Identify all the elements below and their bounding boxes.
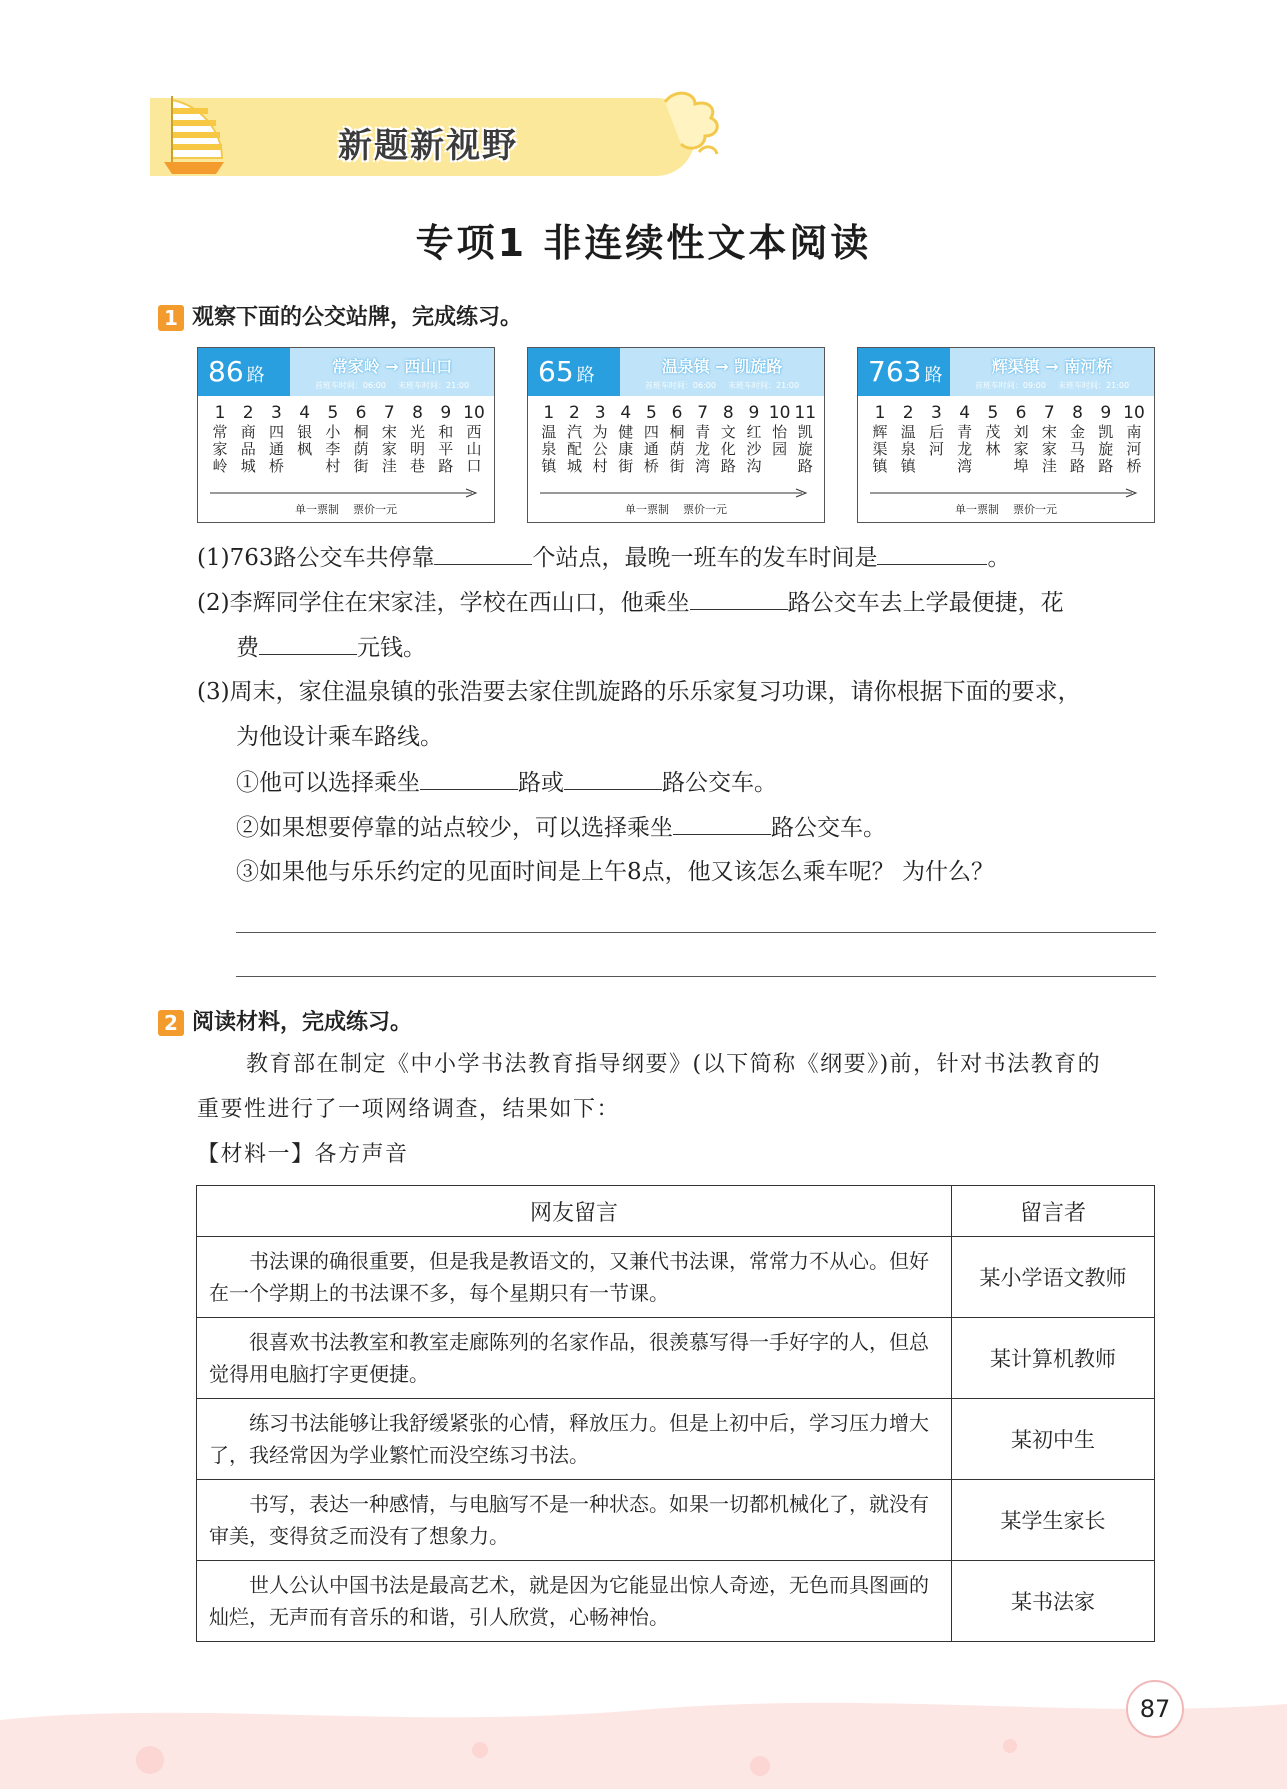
stop-name: 为公村 [592,423,608,475]
fare-info: 单一票制 票价一元 [955,503,1057,516]
stop-name: 银 枫 [297,423,313,458]
stop [587,402,613,475]
answer-blank[interactable] [420,767,518,790]
sub-question-3-1 [236,767,777,798]
stop-number: 9 [440,403,452,423]
stop-number: 4 [620,403,632,423]
commenter-cell: 某书法家 [952,1561,1155,1642]
answer-blank[interactable] [690,587,788,610]
stop [460,402,488,475]
answer-blank[interactable] [259,632,357,655]
last-bus-time: 末班车时间：21:00 [728,381,800,390]
stop-number: 7 [383,403,395,423]
text: 。 [987,545,1011,571]
stop [767,402,793,475]
answer-blank[interactable] [434,542,532,565]
table-row [197,1237,1155,1318]
commenter-cell: 某学生家长 [952,1480,1155,1561]
stop-name: 桐荫街 [669,423,685,475]
stop-number: 8 [1072,403,1083,423]
text: 个站点，最晚一班车的发车时间是 [532,545,878,571]
text: 路或 [518,770,564,796]
material-label: 【材料一】各方声音 [197,1142,409,1167]
stop-number: 11 [794,403,817,423]
intro-paragraph-line-1: 教育部在制定《中小学书法教育指导纲要》(以下简称《纲要》)前，针对书法教育的 [246,1052,1102,1077]
stop-name: 金马路 [1070,423,1086,475]
stop-list [866,402,1148,475]
stop [1064,402,1092,475]
stop-name: 青龙湾 [695,423,711,475]
stop-number: 9 [748,403,760,423]
last-bus-time: 末班车时间：21:00 [398,381,470,390]
comment-cell: 很喜欢书法教室和教室走廊陈列的名家作品，很羡慕写得一手好字的人，但总觉得用电脑打字更便捷。 [197,1318,952,1399]
intro-paragraph-line-2: 重要性进行了一项网络调查，结果如下： [197,1097,621,1122]
stop-name: 怡 园 [772,423,788,458]
first-bus-time: 首班车时间：06:00 [644,381,716,390]
text: (2)李辉同学住在宋家洼，学校在西山口，他乘坐 [197,590,690,616]
stop [664,402,690,475]
sub-question-3-3: ③如果他与乐乐约定的见面时间是上午8点，他又该怎么乘车呢？ 为什么？ [236,859,994,885]
route-direction: 温泉镇 → 凯旋路 [661,357,783,376]
text: 费 [236,635,259,661]
stop [1007,402,1035,475]
route-lu: 路 [576,365,595,386]
stop-name: 光明巷 [410,423,426,475]
bus-times [620,380,824,391]
stop-name: 南河桥 [1126,423,1142,475]
stop-name: 凯旋路 [797,423,813,475]
question-heading-text: 观察下面的公交站牌，完成练习。 [192,305,523,330]
route-num: 65 [538,355,574,388]
stop-number: 3 [931,403,942,423]
text: (1)763路公交车共停靠 [197,545,435,571]
stop-number: 6 [355,403,367,423]
stop [432,402,460,475]
sub-question-2-cont [236,632,426,663]
table-row [197,1318,1155,1399]
cloud-icon [655,82,725,162]
stop-name: 四通桥 [268,423,284,475]
text: 元钱。 [357,635,426,661]
commenter-cell: 某小学语文教师 [952,1237,1155,1318]
stop [1092,402,1120,475]
stop [1120,402,1148,475]
stop-name: 小李村 [325,423,341,475]
footer-wave-decoration [0,1690,1287,1789]
sub-question-3-2 [236,812,886,843]
stop-number: 5 [327,403,339,423]
arrow-right-icon [540,488,808,498]
text: ②如果想要停靠的站点较少，可以选择乘坐 [236,815,673,841]
stop-name: 宋家洼 [1041,423,1057,475]
bus-sign-65 [527,347,825,523]
arrow-right-icon [870,488,1138,498]
first-bus-time: 首班车时间：06:00 [314,381,386,390]
sub-question-3-cont: 为他设计乘车路线。 [236,724,443,750]
stop-name: 凯旋路 [1098,423,1114,475]
stop-name: 红沙沟 [746,423,762,475]
stop-name: 刘家埠 [1013,423,1029,475]
stop-number: 10 [1123,403,1145,423]
sub-question-3: (3)周末，家住温泉镇的张浩要去家住凯旋路的乐乐家复习功课，请你根据下面的要求， [197,679,1081,705]
route-num: 763 [868,355,922,388]
stop [922,402,950,475]
stop-number: 8 [412,403,423,423]
stop [375,402,403,475]
commenter-cell: 某计算机教师 [952,1318,1155,1399]
sub-question-1 [197,542,1010,573]
stop-name: 文化路 [720,423,736,475]
stop [206,402,234,475]
stop-number: 4 [299,403,311,423]
table-header-row [197,1186,1155,1237]
text: ①他可以选择乘坐 [236,770,420,796]
stop-number: 7 [697,403,709,423]
answer-blank[interactable] [564,767,662,790]
question-1-heading [158,300,522,331]
sailboat-icon [158,92,230,174]
stop-number: 8 [722,403,734,423]
stop-name: 后 河 [928,423,944,458]
stop-name: 桐荫街 [353,423,369,475]
stop-name: 商品城 [240,423,256,475]
arrow-right-icon [210,488,478,498]
stop-name: 健康街 [618,423,634,475]
stop-number: 5 [987,403,999,423]
stop [404,402,432,475]
bus-sign-763 [857,347,1155,523]
stop-list [206,402,488,475]
route-lu: 路 [246,365,265,386]
route-number [528,348,620,396]
stop [562,402,588,475]
table-row [197,1561,1155,1642]
page-number: 87 [1126,1680,1184,1738]
question-number: 1 [158,305,184,331]
stop-number: 9 [1100,403,1112,423]
stop [894,402,922,475]
stop [262,402,290,475]
comment-cell: 书写，表达一种感情，与电脑写不是一种状态。如果一切都机械化了，就没有审美，变得贫乏而没有了想象力。 [197,1480,952,1561]
column-header: 留言者 [952,1186,1155,1237]
stop-list [536,402,818,475]
comment-cell: 世人公认中国书法是最高艺术，就是因为它能显出惊人奇迹，无色而具图画的灿烂，无声而有音乐的和谐，引人欣赏，心畅神怡。 [197,1561,952,1642]
bus-times [950,380,1154,391]
stop [951,402,979,475]
question-number: 2 [158,1010,184,1036]
stop-name: 温泉镇 [900,423,916,475]
stop-number: 2 [902,403,914,423]
stop [792,402,818,475]
answer-blank[interactable] [877,542,987,565]
text: 路公交车。 [771,815,886,841]
text: 路公交车。 [662,770,777,796]
stop-number: 1 [214,403,226,423]
last-bus-time: 末班车时间：21:00 [1058,381,1130,390]
stop-name: 汽配城 [566,423,582,475]
answer-blank[interactable] [673,812,771,835]
banner-title: 新题新视野 [338,126,518,166]
stop-number: 1 [874,403,886,423]
stop [1035,402,1063,475]
commenter-cell: 某初中生 [952,1399,1155,1480]
stop-number: 6 [671,403,683,423]
comments-table [196,1185,1155,1642]
stop-number: 10 [463,403,485,423]
stop [613,402,639,475]
stop-name: 茂 林 [985,423,1001,458]
route-lu: 路 [924,365,943,386]
sub-question-2 [197,587,1064,618]
stop [715,402,741,475]
stop-name: 和平路 [438,423,454,475]
route-number [198,348,290,396]
answer-line[interactable] [236,976,1156,977]
page-title: 专项1 非连续性文本阅读 [415,221,872,265]
route-number [858,348,950,396]
route-num: 86 [208,355,244,388]
stop-name: 宋家洼 [381,423,397,475]
stop-name: 四通桥 [643,423,659,475]
stop [741,402,767,475]
stop [690,402,716,475]
stop-number: 5 [645,403,657,423]
bus-times [290,380,494,391]
stop-number: 3 [594,403,606,423]
stop [639,402,665,475]
stop-number: 1 [543,403,555,423]
question-heading-text: 阅读材料，完成练习。 [192,1010,413,1035]
stop-number: 7 [1043,403,1055,423]
stop [866,402,894,475]
stop-name: 温泉镇 [541,423,557,475]
comment-cell: 练习书法能够让我舒缓紧张的心情，释放压力。但是上初中后，学习压力增大了，我经常因为学业繁忙而没空练习书法。 [197,1399,952,1480]
answer-line[interactable] [236,932,1156,933]
fare-info: 单一票制 票价一元 [295,503,397,516]
stop-number: 6 [1015,403,1027,423]
stop-number: 10 [768,403,791,423]
route-direction: 常家岭 → 西山口 [331,357,453,376]
table-row [197,1480,1155,1561]
stop [347,402,375,475]
column-header: 网友留言 [197,1186,952,1237]
stop-number: 2 [242,403,254,423]
comment-cell: 书法课的确很重要，但是我是教语文的，又兼代书法课，常常力不从心。但好在一个学期上的书法课不多，每个星期只有一节课。 [197,1237,952,1318]
text: 路公交车去上学最便捷，花 [787,590,1064,616]
stop [319,402,347,475]
table-row [197,1399,1155,1480]
stop [979,402,1007,475]
stop [234,402,262,475]
stop-name: 青龙湾 [957,423,973,475]
stop-name: 西山口 [466,423,482,475]
stop-number: 3 [271,403,282,423]
stop [536,402,562,475]
question-2-heading [158,1005,412,1036]
stop-number: 2 [569,403,580,423]
stop-name: 辉渠镇 [872,423,888,475]
stop-number: 4 [959,403,971,423]
bus-sign-86 [197,347,495,523]
first-bus-time: 首班车时间：09:00 [974,381,1046,390]
stop-name: 常家岭 [212,423,228,475]
route-direction: 辉渠镇 → 南河桥 [991,357,1113,376]
stop [291,402,319,475]
fare-info: 单一票制 票价一元 [625,503,727,516]
